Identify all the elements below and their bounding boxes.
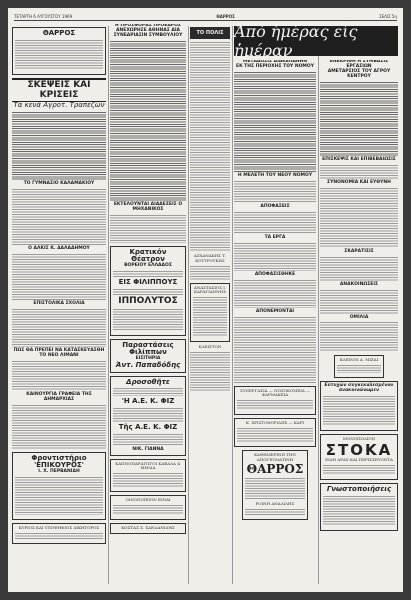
top-notice-box (12, 27, 106, 75)
article-text (234, 72, 316, 172)
ad-text (323, 465, 395, 475)
heading-egkainia: ΚΑΙΝΟΥΡΓΙΑ ΓΡΑΦΕΙΑ ΤΗΣ ΔΗΜΑΡΧΙΑΣ (26, 391, 92, 402)
col3-note: ΚΛΕΙΣΤΟΝ (198, 344, 222, 350)
col5-top-heading-2: ΑΜΕΤΑΡΣΙΟΣ ΤΟΥ ΑΓΡΟΥ ΚΕΝΤΡΟΥ (327, 68, 391, 79)
frontistirio-title: Φροντιστήριο 'ΕΠΙΚΟΥΡΟΣ' (31, 453, 87, 470)
heading-alkis: Ο ΑΛΚΙΣ Κ. ΔΑΛΑΔΗΜΟΥ (28, 246, 90, 252)
theatre-location: ΕΙΣ ΦΙΛΙΠΠΟΥΣ (118, 278, 178, 286)
ad-text (113, 408, 183, 422)
stoka-line-3: ΕΙΔΗ ΑΡΑΣ ΚΑΙ ΠΕΡΙΣΣΕΥΟΝΤΑ (325, 457, 393, 463)
col5-small-box-text: ΚΛΕΙΝΟΙ Α. ΜΙΖΑΙ (339, 357, 379, 363)
article-text (234, 212, 316, 234)
stoka-title: ΣΤΟΚΑ (325, 440, 393, 459)
frontistirio-owner: Ι. Χ. ΠΕΡΒΑΝΙΔΗ (38, 469, 80, 475)
col3-block-text: ΑΝΑΣΤΑΣΙΟΣ Ι. ΚΑΡΑΓΙΑΝΝΗΣ (193, 284, 227, 295)
bottom-ad-3-text: ΚΩΣΤΑΣ Σ. ΣΑΝΔΑΝΙΔΗΣ (121, 524, 175, 530)
ad-text (193, 297, 227, 337)
notice-text (15, 40, 103, 70)
tharros-ad (242, 450, 308, 520)
col5-sub-1: ΣΥΝΟΝΟΜΙΑ ΚΑΙ ΕΥΘΥΝΗ (327, 179, 391, 185)
article-text (234, 317, 316, 383)
stoka-line-1: ΜΟΝΟΠΩΛΙΟΝ (342, 436, 376, 442)
footer-box-text: ΚΥΡΙΟΣ ΚΑΙ ΥΠΟΨΗΦΙΟΣ ΔΙΚΗΓΟΡΟΣ (18, 525, 100, 531)
col4-bottom-ad-1 (234, 386, 316, 416)
stoka-ad (320, 434, 398, 480)
column-4 (234, 60, 316, 586)
theatre-ad (110, 246, 186, 336)
col2-mid-heading: ΕΚΤΕΛΟΥΝΤΑΙ ΔΙΑΔΕΣΕΙΣ Ο ΜΗΧΑΝΙΚΟΣ (113, 201, 183, 212)
article-text (12, 254, 106, 300)
ad-text (113, 434, 183, 446)
subheading-skepseis: Τα κενά Αγροτ. Τραπεζών (13, 101, 105, 110)
listing-text (190, 42, 230, 252)
article-text (320, 165, 398, 179)
parastaseis-seller: Άντ. Παπαδόδης (115, 360, 181, 369)
col3-label: ΤΟ ΠΟΛΙΣ (190, 27, 230, 39)
bottom-ad-1-text: ΚΑΠΝΟΠΑΡΑΓΩΓΟΙ ΚΑΒΑΛΑ & ΜΗΛΙΑ (115, 460, 181, 471)
banner-apo-imeras: Ἀπὸ ἡμέρας εἰς ἡμέραν (234, 26, 398, 56)
article-text (12, 309, 106, 347)
article-text (234, 243, 316, 271)
header-page-number: ΣΕΛΙΣ 5η (379, 13, 397, 19)
article-text (234, 181, 316, 203)
ad-text (245, 478, 305, 500)
newspaper-page (8, 8, 403, 592)
ad-text (113, 473, 183, 487)
article-text (320, 188, 398, 248)
article-text (12, 112, 106, 180)
parastaseis-tickets: ΕΙΣΙΤΗΡΙΑ (135, 355, 161, 361)
ad-text (113, 505, 183, 515)
column-rule (318, 26, 319, 584)
col4-sub-4: ΑΠΟΦΑΣΙΣΘΗΚΕ (254, 271, 296, 277)
bottom-ad-2 (110, 495, 186, 520)
column-rule (188, 26, 189, 584)
theatre-name: Κρατικόν Θέατρον (129, 247, 167, 264)
article-text (12, 405, 106, 449)
column-rule (108, 26, 109, 584)
frontistirio-ad (12, 452, 106, 520)
column-2 (110, 24, 186, 586)
epitrapezio-line-1: Εὐτυχῶν συγκεκαλεσμένου (324, 383, 394, 389)
col5-sub-3: ΑΝΑΚΟΙΝΩΣΕΙΣ (339, 281, 379, 287)
section-heading-skepseis: ΣΚΕΨΕΙΣ ΚΑΙ ΚΡΙΣΕΙΣ (12, 78, 106, 103)
col4-top-heading-1: ΜΕΤΑΔΟΣΙΣ ΔΙΑΚΕΛΑΝΗΝ (242, 60, 308, 64)
column-5 (320, 60, 398, 586)
ad-text (113, 388, 183, 396)
page-header (14, 12, 397, 21)
article-text (320, 290, 398, 314)
ad-text (15, 533, 103, 539)
col4-bottom-ad-1-text: ΣΥΝΕΡΓΑΣΙΑ — ΝΟΣΟΚΟΜΕΙΑ — ΦΑΡΜΑΚΕΙΑ (240, 387, 310, 398)
article-text (320, 322, 398, 352)
col3-block (190, 283, 230, 343)
theatre-region: ΒΟΡΕΙΟΥ ΕΛΛΑΔΟΣ (124, 263, 172, 269)
col3-names: ΑΣΧΑΝΑΚΗΣ Τ. ΚΟΥΤΡΟΥΚΗΣ (193, 253, 227, 263)
fiz-agent: ΝΙΚ. ΓΙΑΝΝΑ (132, 446, 164, 452)
col5-small-box (334, 355, 384, 378)
parastaseis-ad (110, 339, 186, 373)
notice-text (323, 496, 395, 526)
col4-bottom-ad-2 (234, 418, 316, 447)
col4-sub-2: ΑΠΟΦΑΣΕΙΣ (260, 203, 290, 209)
listing-text (190, 352, 230, 392)
epitrapezio-line-2: ἀνακοινώνωμεν (338, 388, 380, 394)
column-1 (12, 24, 106, 586)
article-text (320, 257, 398, 281)
parastaseis-title: Παραστάσεις Φιλίππων (122, 340, 174, 357)
column-3 (190, 24, 230, 586)
col4-sub-3: ΤΑ ΕΡΓΑ (264, 234, 286, 240)
heading-gymnasio: ΤΟ ΓΥΜΝΑΣΙΟ ΚΑΛΑΜΑΚΙΟΥ (23, 181, 95, 187)
top-notice-title: ΘΑΡΡΟΣ (42, 29, 76, 37)
ad-text (323, 396, 395, 426)
gnostopoiisis-title: Γνωστοποιήσεις (326, 485, 392, 494)
gnostopoiisis-box (320, 483, 398, 531)
article-text (12, 361, 106, 391)
heading-ploia: ΠΩΣ ΘΑ ΠΡΕΠΕΙ ΝΑ ΚΑΤΑΣΚΕΥΑΣΘΗ ΤΟ ΝΕΟ ΛΙΜΑΝΙ (13, 347, 105, 358)
bottom-ad-1 (110, 459, 186, 493)
tharros-ad-line-3: ΡΟΙΝΗ ΑΝΑΛΙΛΗΣ (255, 500, 295, 506)
article-text (110, 215, 186, 243)
ad-text (337, 365, 381, 373)
fiz-brand-2: Τῆς Α.Ε. Κ. ΦΙΖ (118, 422, 178, 431)
epitrapezio-ad (320, 381, 398, 431)
bottom-ad-2-text: ΟΙΝΟΠΟΙΕΙΟΝ ΕΙΝΑΙ (125, 497, 171, 503)
col4-sub-5: ΑΠΟΝΕΜΟΝΤΑΙ (255, 308, 295, 314)
article-text (110, 41, 186, 201)
col4-sub-1: Η ΜΕΛΕΤΗ ΤΟΥ ΝΕΟΥ ΝΟΜΟΥ (237, 172, 313, 178)
fiz-ad (110, 376, 186, 456)
header-paper-name: ΘΑΡΡΟΣ (216, 13, 235, 19)
article-text (320, 82, 398, 156)
header-date: ΤΕΤΑΡΤΗ 6 ΑΥΓΟΥΣΤΟΥ 1969 (14, 13, 73, 19)
ad-text (245, 509, 305, 515)
listing-text (190, 266, 230, 280)
col5-mid-heading: ΕΠΙΣΚΕΨΙΣ ΚΑΙ ΕΠΙΒΕΒΑΙΩΣΙΣ (322, 156, 396, 162)
ad-text (113, 289, 183, 295)
ad-text (113, 309, 183, 331)
bottom-ad-3 (110, 523, 186, 534)
column-rule (232, 26, 233, 584)
theatre-play: ΙΠΠΟΛΥΤΟΣ (118, 295, 178, 306)
col2-top-heading: Η ΠΡΟΣΦΟΡΑΣ ΠΡΟΕΔΡΟΣ ΑΝΕΧΩΡΗΣΕ ΑΘΗΝΑΣ ΔΙΑ ΣΥΝΕΔΡΙΑΣΙΝ ΣΥΜΒΟΥΛΙΟΥ (113, 24, 183, 38)
footer-box (12, 523, 106, 544)
col5-top-heading-1: ΕΝΕΚΡΙΘΗ Η ΣΥΜΒΑΣΙΣ ΕΡΓΑΣΙΩΝ (329, 60, 389, 69)
ad-text (237, 400, 313, 410)
tharros-ad-line-1: ΚΑΘΗΜΕΡΙΝΗ ΤΗΝ ΑΠΟΓΕΥΜΑΤΙΝΗ (254, 451, 296, 462)
heading-epistolika: ΕΠΙΣΤΟΛΙΚΑ ΣΧΟΛΙΑ (33, 301, 85, 307)
col4-bottom-ad-2-text: Κ. ΧΡΙΣΤΟΦΟΡΙΔΗΣ — ΚΑΡΙ (245, 420, 305, 426)
col5-sub-2: ΣΚΑΡΑΤΙΣΙΣ (344, 248, 374, 254)
article-text (12, 189, 106, 245)
ad-text (15, 477, 103, 515)
drosothete-title: Δροσοθῆτε (126, 377, 170, 386)
col4-top-heading-2: ΕΚ ΤΗΣ ΠΕΡΙΟΧΗΣ ΤΟΥ ΝΟΜΟΥ (236, 63, 314, 69)
ad-text (113, 271, 183, 277)
tharros-ad-title: ΘΑΡΡΟΣ (246, 461, 304, 476)
fiz-brand: 'Η Α.Ε. Κ. ΦΙΖ (121, 397, 175, 406)
col5-sub-4: ΟΜΙΛΙΑ (349, 314, 369, 320)
article-text (234, 280, 316, 308)
ad-text (237, 428, 313, 442)
